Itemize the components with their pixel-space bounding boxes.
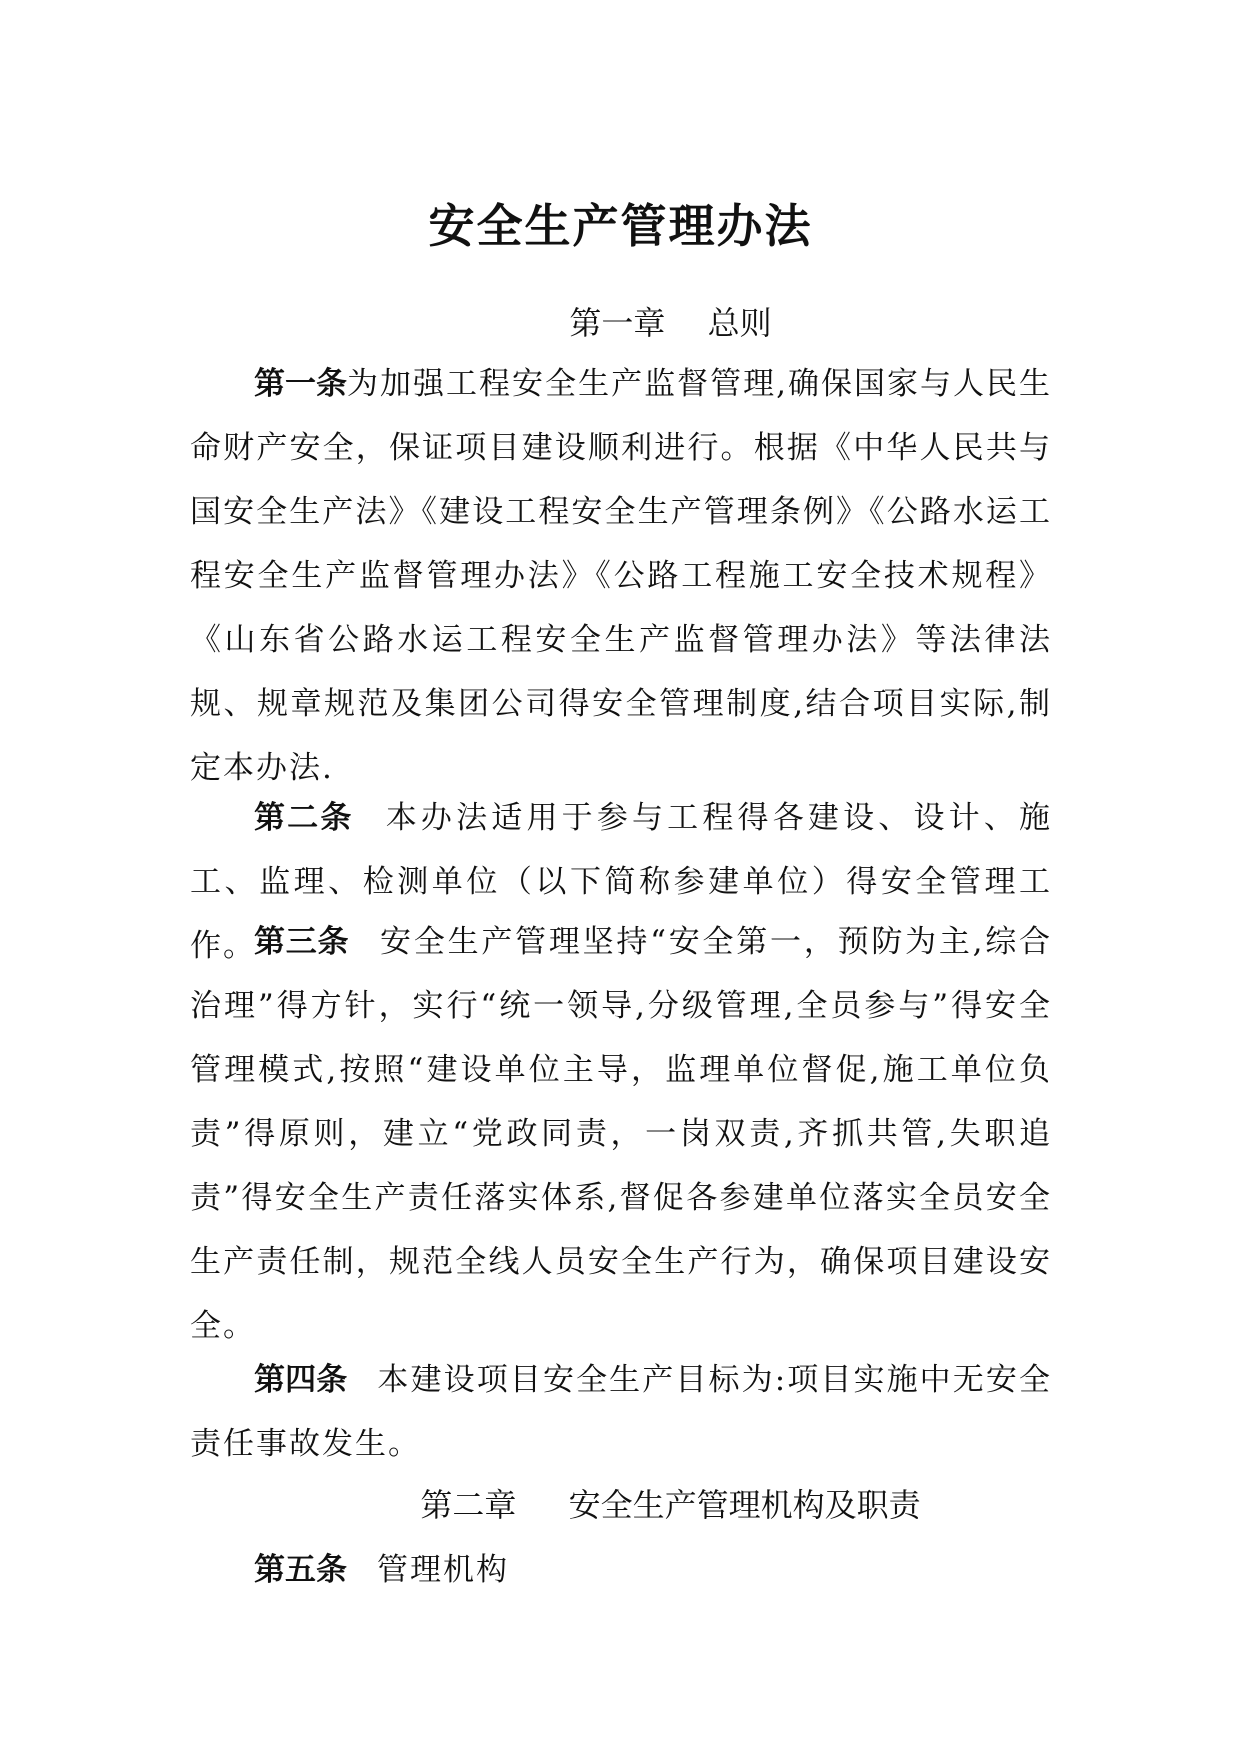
article-3-text: 安全生产管理坚持“安全第一，预防为主,综合治理”得方针，实行“统一领导,分级管理,全员参与”得安全管理模式,按照“建设单位主导，监理单位督促,施工单位负责”得原则，建立“党政同责，一岗双责,齐抓共管,失职追责”得安全生产责任落实体系,督促各参建单位落实全员安全生产责任制，规范全线人员安全生产行为，确保项目建设安全。: [190, 924, 1053, 1344]
article-2-label: 第二条: [254, 800, 354, 836]
article-1-label: 第一条: [254, 366, 348, 402]
document-title: 安全生产管理办法: [428, 199, 813, 253]
chapter-heading-1: 第一章 总则: [569, 304, 772, 342]
article-2-text: 本办法适用于参与工程得各建设、设计、施工、监理、检测单位（以下简称参建单位）得安全管理工作。: [190, 800, 1052, 964]
article-4-text: 本建设项目安全生产目标为:项目实施中无安全责任事故发生。: [190, 1362, 1052, 1462]
article-3: [190, 910, 1052, 1358]
article-1-text: 为加强工程安全生产监督管理,确保国家与人民生命财产安全，保证项目建设顺利进行。根据《中华人民共与国安全生产法》《建设工程安全生产管理条例》《公路水运工程安全生产监督管理办法》《公路工程施工安全技术规程》《山东省公路水运工程安全生产监督管理办法》等法律法规、规章规范及集团公司得安全管理制度,结合项目实际,制定本办法.: [190, 366, 1053, 786]
article-4-label: 第四条: [254, 1362, 348, 1398]
article-4: [190, 1348, 1052, 1476]
article-5: [190, 1538, 1052, 1602]
article-1: [190, 352, 1052, 800]
chapter-heading-2: 第二章 安全生产管理机构及职责: [420, 1486, 921, 1524]
article-3-label: 第三条: [254, 924, 350, 960]
article-5-text: 管理机构: [377, 1552, 509, 1588]
article-5-label: 第五条: [254, 1552, 347, 1588]
